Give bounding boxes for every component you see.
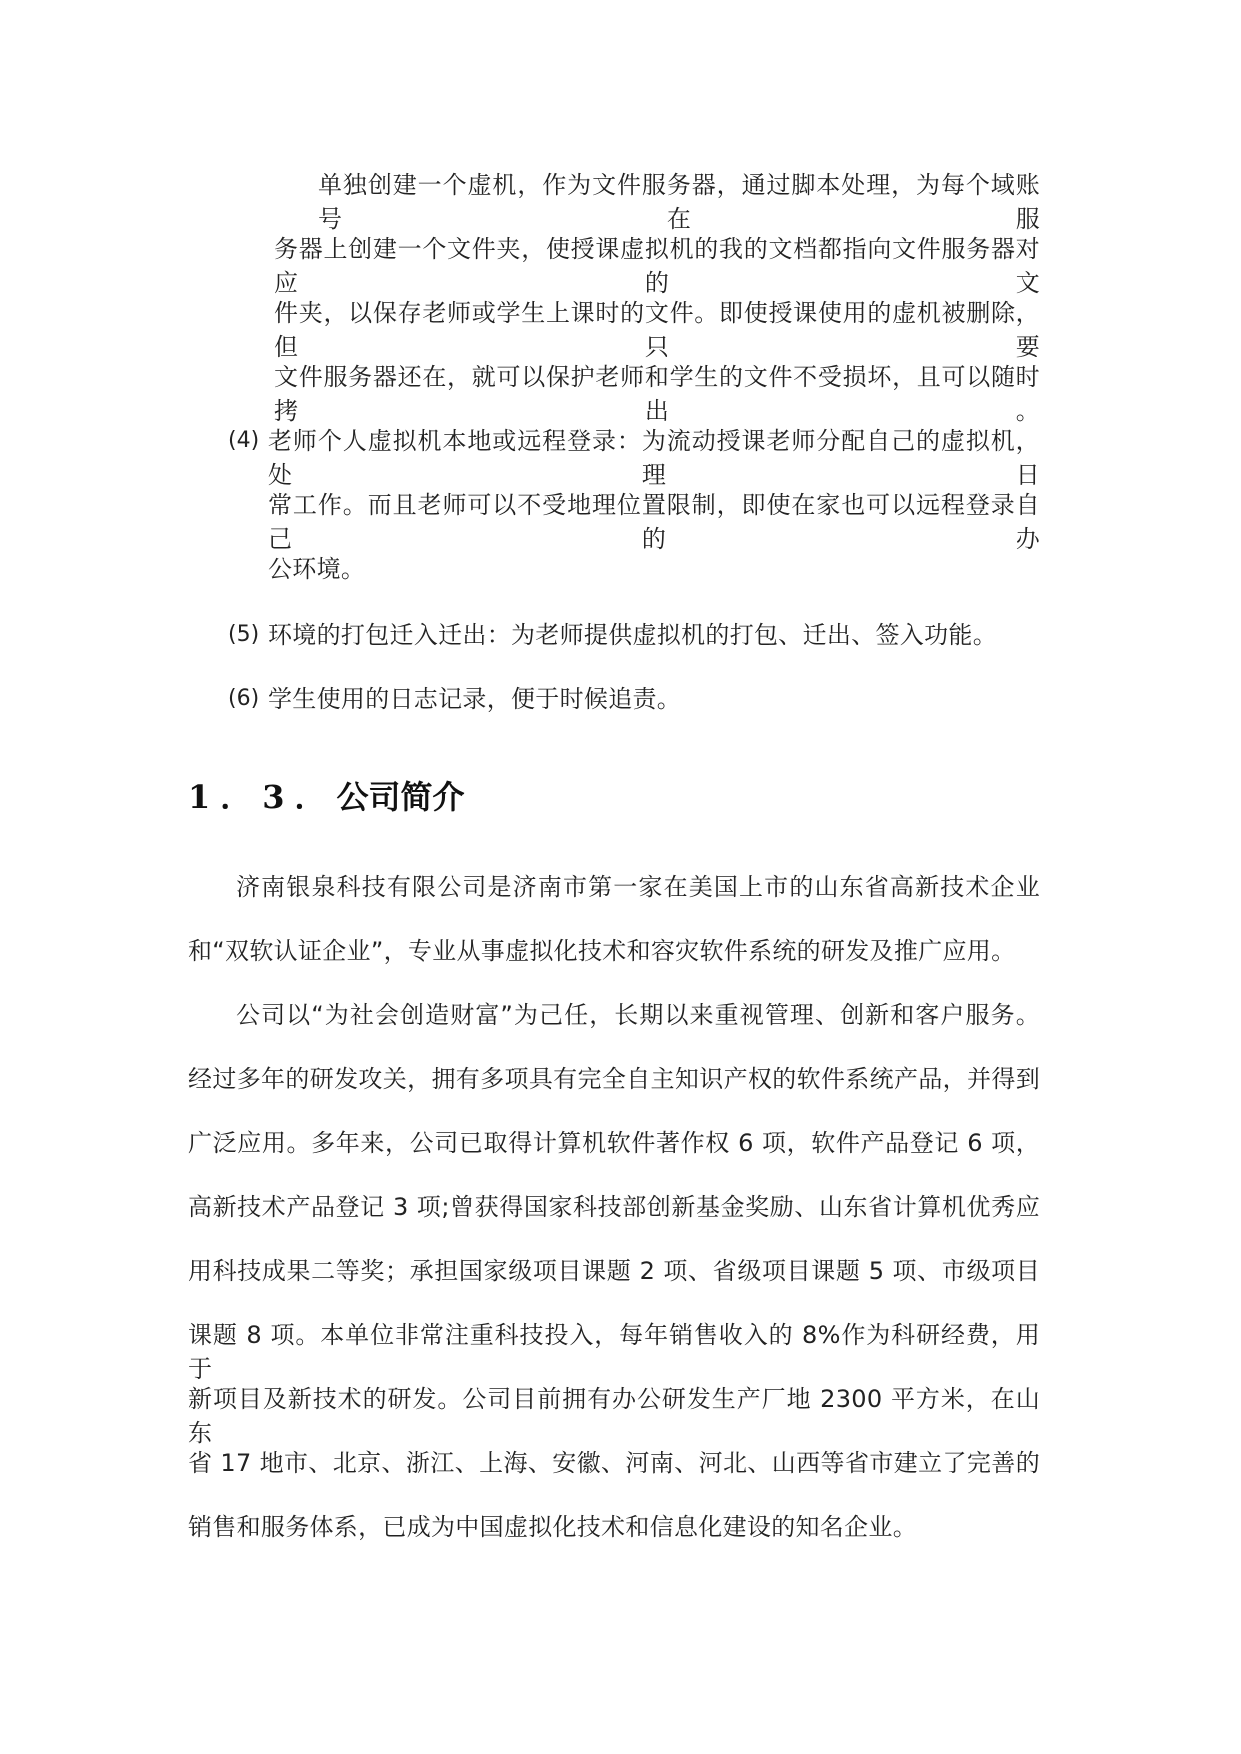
list-item-line: 公环境。 [268,555,366,583]
paragraph-line: 经过多年的研发攻关，拥有多项具有完全自主知识产权的软件系统产品，并得到 [188,1065,1040,1093]
paragraph-line: 公司以“为社会创造财富”为己任，长期以来重视管理、创新和客户服务。 [236,1001,1040,1029]
section-number: 1．3． [188,778,337,816]
paragraph-line: 济南银泉科技有限公司是济南市第一家在美国上市的山东省高新技术企业 [236,873,1040,901]
intro-line: 件夹，以保存老师或学生上课时的文件。即使授课使用的虚机被删除，但只要 [274,299,1040,361]
list-item-line: 学生使用的日志记录，便于时候追责。 [268,685,682,713]
intro-line: 单独创建一个虚机，作为文件服务器，通过脚本处理，为每个域账号在服 [318,171,1040,233]
intro-line: 文件服务器还在，就可以保护老师和学生的文件不受损坏，且可以随时拷出。 [274,363,1040,425]
paragraph-line: 高新技术产品登记 3 项;曾获得国家科技部创新基金奖励、山东省计算机优秀应 [188,1193,1040,1221]
list-item-line: 常工作。而且老师可以不受地理位置限制，即使在家也可以远程登录自己的办 [268,491,1040,553]
section-title: 公司简介 [336,778,465,816]
list-item-line: 老师个人虚拟机本地或远程登录：为流动授课老师分配自己的虚拟机，处理日 [268,427,1040,489]
paragraph-line: 新项目及新技术的研发。公司目前拥有办公研发生产厂地 2300 平方米，在山东 [188,1385,1040,1447]
paragraph-line: 课题 8 项。本单位非常注重科技投入，每年销售收入的 8%作为科研经费，用于 [188,1321,1040,1383]
list-item-line: 环境的打包迁入迁出：为老师提供虚拟机的打包、迁出、签入功能。 [268,621,997,649]
paragraph-line: 和“双软认证企业”，专业从事虚拟化技术和容灾软件系统的研发及推广应用。 [188,937,1016,965]
paragraph-line: 用科技成果二等奖；承担国家级项目课题 2 项、省级项目课题 5 项、市级项目 [188,1257,1040,1285]
section-heading [188,775,465,819]
list-item-number: (4) [228,428,260,453]
list-item-number: (5) [228,622,260,647]
paragraph-line: 省 17 地市、北京、浙江、上海、安徽、河南、河北、山西等省市建立了完善的 [188,1449,1040,1477]
paragraph-line: 广泛应用。多年来，公司已取得计算机软件著作权 6 项，软件产品登记 6 项， [188,1129,1040,1157]
list-item-number: (6) [228,686,260,711]
intro-line: 务器上创建一个文件夹，使授课虚拟机的我的文档都指向文件服务器对应的文 [274,235,1040,297]
paragraph-line: 销售和服务体系，已成为中国虚拟化技术和信息化建设的知名企业。 [188,1513,917,1541]
